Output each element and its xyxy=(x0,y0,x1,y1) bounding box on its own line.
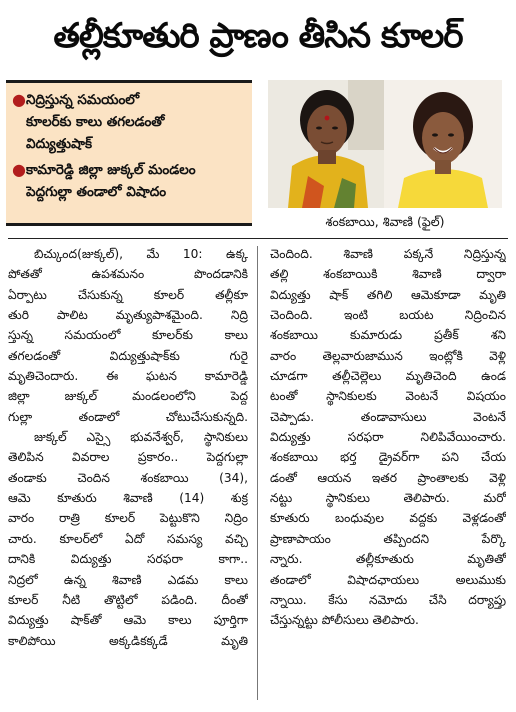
body-line: న్నాయి. కేసు నమోదు చేసి దర్యాప్తు xyxy=(270,592,506,607)
body-line: డంతో ఆయన ఇతర ప్రాంతాలకు వెళ్లి xyxy=(270,470,506,485)
body-line: వారం తెల్లవారుజామున ఇంట్లోకి వెళ్లి xyxy=(270,348,506,363)
body-column-right xyxy=(270,244,506,631)
body-line: బిచ్కుంద(జుక్కల్), మే 10: ఉక్క xyxy=(34,247,248,261)
body-line: చారు. కూలర్‌లో ఏదో సమస్య వచ్చి xyxy=(8,531,248,546)
column-divider xyxy=(257,246,258,700)
photo-shankabai xyxy=(268,80,386,208)
highlights-box xyxy=(6,80,252,226)
photo-caption: శంకబాయి, శివాణి (ఫైల్) xyxy=(325,214,445,229)
body-line: చెందింది. ఇంటి బయట నిద్రించిన xyxy=(270,308,506,323)
headline: తల్లీకూతురి ప్రాణం తీసిన కూలర్ xyxy=(53,16,463,56)
body-line: శంకబాయి భర్త డ్రైవర్‌గా పని చేయ xyxy=(270,450,506,465)
photo-shivani xyxy=(384,80,502,208)
body-line: జుక్కల్ ఎస్సై భువనేశ్వర్, స్థానికులు xyxy=(34,430,248,445)
body-line: వారం రాత్రి కూలర్ పెట్టుకొని నిద్రిం xyxy=(8,511,248,526)
body-line: చెప్పాడు. తండావాసులు వెంటనే xyxy=(270,409,506,424)
body-line: చెందింది. శివాణి పక్కనే నిద్రిస్తున్న xyxy=(270,247,506,261)
body-line: కూతురు బంధువుల వద్దకు వెళ్లడంతో xyxy=(270,511,506,526)
body-line: స్తున్న సమయంలో కూలర్‌కు కాలు xyxy=(8,328,248,343)
body-line: న్నారు. తల్లీకూతురు మృతితో xyxy=(270,552,506,567)
highlight-item xyxy=(12,89,246,155)
body-column-left xyxy=(8,244,248,651)
portrait-girl-icon xyxy=(384,80,502,208)
body-line: కూలర్ నీటి తొట్టిలో పడింది. దీంతో xyxy=(8,592,248,607)
body-line: ప్రాణాపాయం తప్పిందని పేర్కొ xyxy=(270,531,506,546)
body-line: పోతతో ఉపశమనం పొందడానికి xyxy=(8,267,248,282)
body-line: తల్లి శంకబాయికి శివాణి ద్వారా xyxy=(270,267,506,282)
highlight-line: కామారెడ్డి జిల్లా జుక్కల్ మండలం xyxy=(26,162,196,178)
body-line: నిద్రలో ఉన్న శివాణి ఎడమ కాలు xyxy=(8,572,248,587)
body-line: చూడగా తల్లీచెల్లెలు మృతిచెంది ఉండ xyxy=(270,369,506,384)
body-line: విద్యుత్తు షాక్ తగిలి ఆమెకూడా మృతి xyxy=(270,287,506,302)
bullet-icon: ● xyxy=(12,90,26,109)
body-line: దానికి విద్యుత్తు సరఫరా కాగా.. xyxy=(8,552,248,567)
body-line: కాలిపోయి అక్కడికక్కడే మృతి xyxy=(8,633,248,648)
body-line: గుల్లా తండాలో చోటుచేసుకున్నది. xyxy=(8,409,248,424)
body-line: ఆమె కూతురు శివాణి (14) శుక్ర xyxy=(8,491,248,506)
body-line: తురి పాలిట మృత్యుపాశమైంది. నిద్రి xyxy=(8,308,248,323)
body-line: శంకబాయి కుమారుడు ప్రతీక్ శని xyxy=(270,328,506,343)
highlight-line: నిద్రిస్తున్న సమయంలో xyxy=(26,92,140,108)
body-line: విద్యుత్తు షాక్‌తో ఆమె కాలు పూర్తిగా xyxy=(8,613,248,628)
highlight-item xyxy=(12,159,246,203)
body-line: తగలడంతో విద్యుత్తుషాక్‌కు గురై xyxy=(8,348,248,363)
highlight-line: పెద్దగుల్లా తండాలో విషాదం xyxy=(26,184,167,200)
body-line: చేస్తున్నట్టు పోలీసులు తెలిపారు. xyxy=(270,613,419,628)
body-line: జిల్లా జుక్కల్ మండలంలోని పెద్ద xyxy=(8,389,248,404)
body-line: తండాలో విషాదఛాయలు అలుముకు xyxy=(270,572,506,587)
body-line: మృతిచెందారు. ఈ ఘటన కామారెడ్డి xyxy=(8,369,248,384)
body-line: నట్టు స్థానికులు తెలిపారు. మరో xyxy=(270,491,506,506)
bullet-icon: ● xyxy=(12,160,26,179)
body-line: టంతో స్థానికులకు వెంటనే విషయం xyxy=(270,389,506,404)
body-line: తండాకు చెందిన శంకబాయి (34), xyxy=(8,470,248,485)
body-line: ఏర్పాటు చేసుకున్న కూలర్ తల్లీకూ xyxy=(8,287,248,302)
body-line: తెలిపిన వివరాల ప్రకారం.. పెద్దగుల్లా xyxy=(8,450,248,465)
highlight-line: కూలర్‌కు కాలు తగలడంతో xyxy=(26,114,165,130)
portrait-woman-icon xyxy=(268,80,386,208)
highlight-line: విద్యుత్తుషాక్ xyxy=(26,136,93,152)
body-line: విద్యుత్తు సరఫరా నిలిపివేయించారు. xyxy=(270,430,506,445)
divider xyxy=(8,238,508,239)
